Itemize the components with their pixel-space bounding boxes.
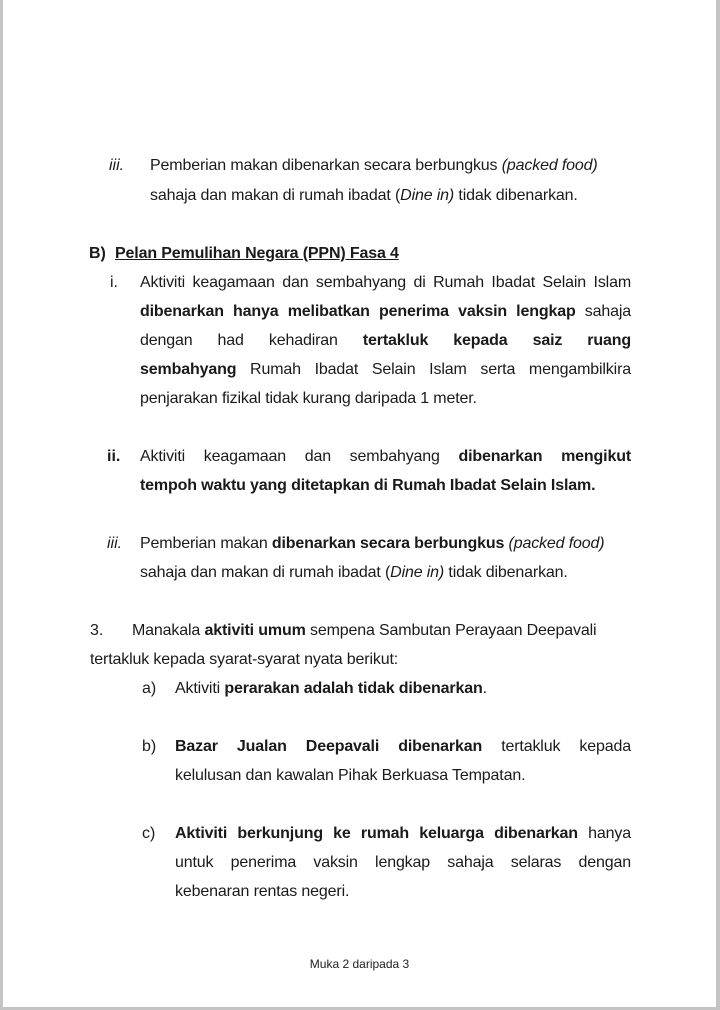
- text: sempena Sambutan Perayaan Deepavali: [305, 622, 597, 639]
- text: Aktiviti keagamaan dan sembahyang: [140, 448, 459, 465]
- item-c-line-3: kebenaran rentas negeri.: [175, 883, 350, 900]
- item-i-line-5: penjarakan fizikal tidak kurang daripada 1 meter.: [140, 390, 477, 407]
- text: dengan had kehadiran: [140, 332, 363, 349]
- text: Pemberian makan: [140, 535, 272, 552]
- bold-text: dibenarkan hanya melibatkan penerima vaksin lengkap: [140, 303, 576, 320]
- italic-text: (packed food): [504, 535, 605, 552]
- top-item-line-1: [150, 151, 598, 180]
- item-ii-line-2: tempoh waktu yang ditetapkan di Rumah Ibadat Selain Islam.: [140, 477, 596, 494]
- item-a: [175, 674, 487, 703]
- italic-text: Dine in): [400, 187, 455, 204]
- list-marker: c): [142, 825, 156, 842]
- text: tidak dibenarkan.: [454, 187, 578, 204]
- bold-text: dibenarkan secara berbungkus: [271, 535, 505, 552]
- bold-text: Aktiviti berkunjung ke rumah keluarga dibenarkan: [175, 825, 578, 842]
- paragraph-3-line-1: [132, 616, 596, 645]
- italic-text: (packed food): [501, 157, 598, 174]
- text: Rumah Ibadat Selain Islam serta mengambilkira: [236, 361, 631, 378]
- item-c-line-2: untuk penerima vaksin lengkap sahaja selaras dengan: [175, 854, 631, 871]
- item-b-line-1: [175, 732, 631, 761]
- text: .: [482, 680, 487, 697]
- section-marker: B): [89, 245, 106, 262]
- section-heading: Pelan Pemulihan Negara (PPN) Fasa 4: [115, 245, 399, 262]
- item-ii-line-1: [140, 442, 631, 471]
- bold-text: tertakluk kepada saiz ruang: [362, 332, 632, 349]
- item-iii-line-1: [140, 529, 604, 558]
- text: tertakluk kepada: [482, 738, 631, 755]
- paragraph-3-line-2: tertakluk kepada syarat-syarat nyata berikut:: [90, 651, 399, 668]
- text: sahaja: [575, 303, 631, 320]
- item-b-line-2: kelulusan dan kawalan Pihak Berkuasa Tempatan.: [175, 767, 526, 784]
- item-i-line-2: [140, 297, 631, 326]
- text: sahaja dan makan di rumah ibadat (: [150, 187, 401, 204]
- text: sahaja dan makan di rumah ibadat (: [140, 564, 391, 581]
- page-footer: Muka 2 daripada 3: [309, 957, 410, 971]
- text: tidak dibenarkan.: [444, 564, 568, 581]
- item-i-line-3: [140, 326, 631, 355]
- bold-text: Bazar Jualan Deepavali dibenarkan: [175, 738, 483, 755]
- bold-text: perarakan adalah tidak dibenarkan: [224, 680, 483, 697]
- list-marker: iii.: [107, 535, 123, 552]
- item-iii-line-2: [140, 558, 568, 587]
- list-marker: a): [142, 680, 157, 697]
- item-c-line-1: [175, 819, 631, 848]
- italic-text: Dine in): [390, 564, 445, 581]
- document-page: [3, 0, 716, 1007]
- item-i-line-4: [140, 355, 631, 384]
- item-i-line-1: Aktiviti keagamaan dan sembahyang di Rumah Ibadat Selain Islam: [140, 274, 631, 291]
- paragraph-number: 3.: [90, 622, 104, 639]
- list-marker: ii.: [107, 448, 121, 465]
- list-marker: iii.: [109, 157, 125, 174]
- top-item-line-2: [150, 181, 578, 210]
- text: hanya: [577, 825, 631, 842]
- list-marker: b): [142, 738, 157, 755]
- bold-text: dibenarkan mengikut: [458, 448, 632, 465]
- bold-text: sembahyang: [140, 361, 237, 378]
- text: Aktiviti: [175, 680, 225, 697]
- text: Manakala: [132, 622, 205, 639]
- bold-text: aktiviti umum: [204, 622, 306, 639]
- list-marker: i.: [110, 274, 118, 291]
- text: Pemberian makan dibenarkan secara berbungkus: [150, 157, 502, 174]
